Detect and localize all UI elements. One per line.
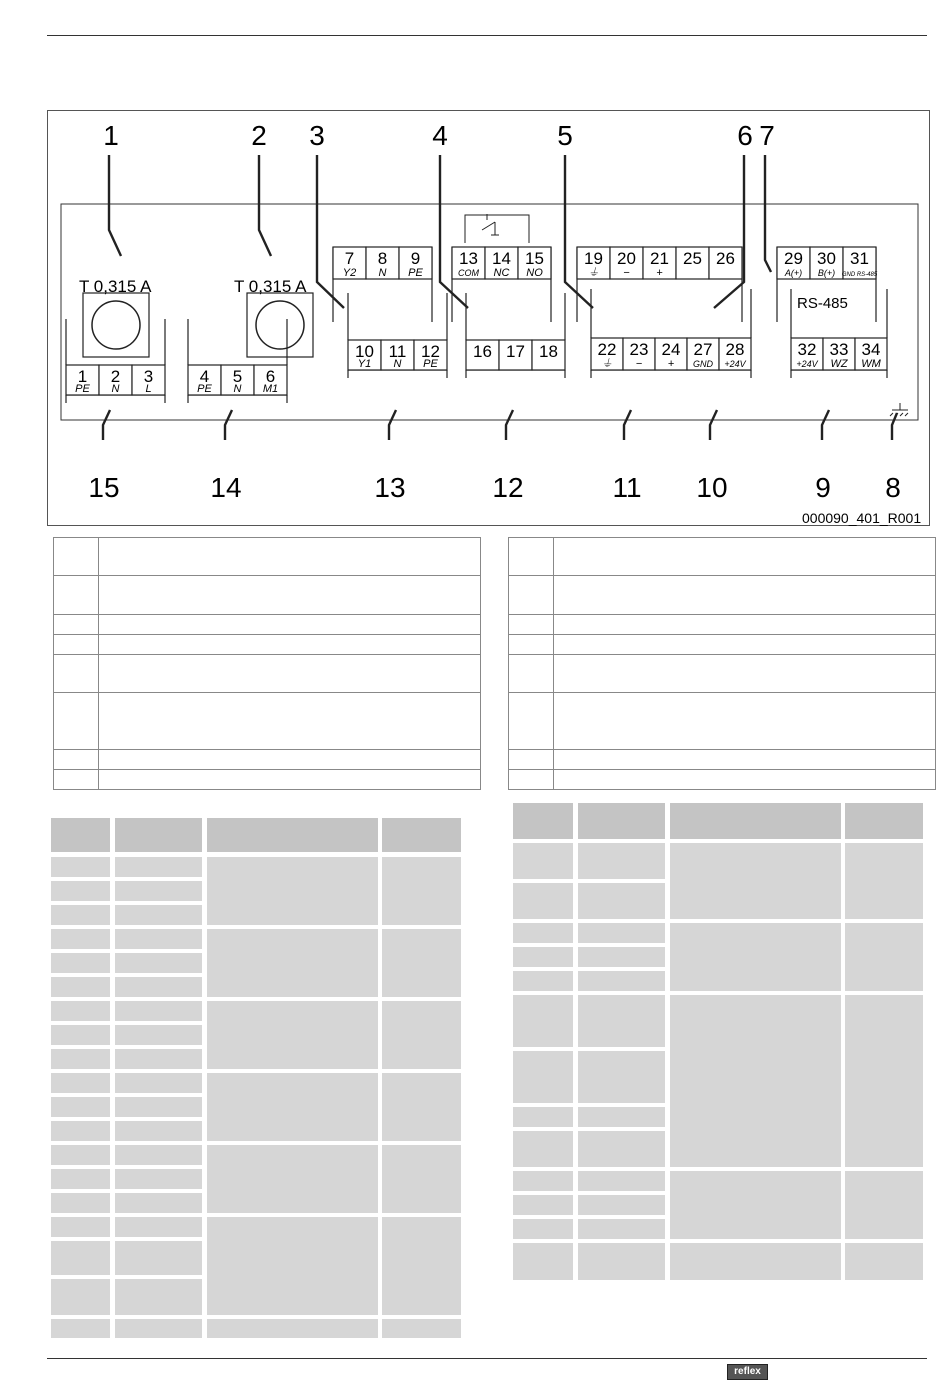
table-cell xyxy=(578,947,665,967)
table-cell xyxy=(51,1193,110,1213)
table-cell xyxy=(51,953,110,973)
terminal-subscript: A(+) xyxy=(784,268,803,278)
terminal-number: 20 xyxy=(617,249,636,268)
terminal-subscript: +24V xyxy=(796,359,818,369)
terminal-number: 29 xyxy=(784,249,803,268)
legend-table-left xyxy=(53,537,481,790)
terminal-block-22-23-24-27-28 xyxy=(591,289,751,378)
table-cell xyxy=(115,1169,202,1189)
header-cell xyxy=(845,803,923,839)
callout-4: 4 xyxy=(432,120,448,151)
table-cell xyxy=(382,1217,461,1315)
terminal-subscript: WM xyxy=(861,358,881,370)
table-cell xyxy=(578,995,665,1047)
terminal-table-right xyxy=(513,803,923,1281)
leader-lines xyxy=(103,155,897,440)
terminal-number: 11 xyxy=(388,342,407,361)
table-cell xyxy=(578,883,665,919)
table-cell xyxy=(513,1131,573,1167)
table-cell xyxy=(382,857,461,925)
table-cell xyxy=(513,843,573,879)
header-cell xyxy=(513,803,573,839)
table-cell xyxy=(670,923,841,991)
table-cell xyxy=(513,1243,573,1280)
terminal-subscript: L xyxy=(145,383,152,395)
terminal-subscript: N xyxy=(111,383,120,395)
table-cell xyxy=(382,1001,461,1069)
terminal-subscript: − xyxy=(623,267,630,279)
fuse-2 xyxy=(234,277,313,357)
legend-row xyxy=(509,635,935,655)
reflex-logo: reflex xyxy=(727,1364,768,1380)
table-cell xyxy=(513,1171,573,1191)
callout-8: 8 xyxy=(885,472,901,503)
terminal-number: 13 xyxy=(459,249,478,268)
table-cell xyxy=(207,1001,378,1069)
legend-row xyxy=(54,770,480,790)
table-cell xyxy=(115,905,202,925)
table-cell xyxy=(115,1279,202,1315)
table-cell xyxy=(845,1243,923,1280)
terminal-number: 9 xyxy=(410,249,421,268)
table-cell xyxy=(670,995,841,1167)
terminal-number: 12 xyxy=(421,342,440,361)
table-cell xyxy=(513,971,573,991)
terminal-number: 5 xyxy=(232,367,243,386)
rs485-label: RS-485 xyxy=(797,295,848,312)
table-cell xyxy=(51,1049,110,1069)
callout-9: 9 xyxy=(815,472,831,503)
legend-row xyxy=(54,615,480,635)
terminal-number: 8 xyxy=(377,249,388,268)
terminal-subscript: NO xyxy=(526,267,543,279)
table-cell xyxy=(845,1171,923,1239)
terminal-number: 27 xyxy=(693,340,713,359)
table-cell xyxy=(51,1097,110,1117)
terminal-block-1-2-3 xyxy=(66,319,165,403)
table-cell xyxy=(115,881,202,901)
callout-6: 6 xyxy=(737,120,753,151)
table-cell xyxy=(115,1049,202,1069)
table-cell xyxy=(578,1051,665,1103)
terminal-subscript: M1 xyxy=(262,383,279,395)
legend-row xyxy=(509,770,935,790)
table-cell xyxy=(115,1025,202,1045)
table-cell xyxy=(51,977,110,997)
table-cell xyxy=(845,843,923,919)
relay-contact-symbol xyxy=(465,214,529,243)
terminal-number: 31 xyxy=(850,249,869,268)
terminal-number: 15 xyxy=(525,249,544,268)
table-cell xyxy=(51,1073,110,1093)
table-cell xyxy=(115,1073,202,1093)
table-cell xyxy=(513,1051,573,1103)
legend-row xyxy=(509,615,935,635)
callout-15: 15 xyxy=(88,472,120,503)
callout-5: 5 xyxy=(557,120,573,151)
table-cell xyxy=(51,1025,110,1045)
terminal-number: 1 xyxy=(77,367,88,386)
legend-row xyxy=(54,693,480,750)
legend-row xyxy=(54,576,480,615)
table-cell xyxy=(51,857,110,877)
table-cell xyxy=(513,995,573,1047)
table-cell xyxy=(578,1243,665,1280)
table-cell xyxy=(578,843,665,879)
terminal-number: 6 xyxy=(265,367,276,386)
table-cell xyxy=(207,1319,378,1338)
terminal-number: 23 xyxy=(629,340,649,359)
terminal-subscript: ⏚ xyxy=(588,267,599,279)
callout-3: 3 xyxy=(309,120,325,151)
terminal-block-19-20-21-25-26 xyxy=(577,247,742,322)
header-cell xyxy=(578,803,665,839)
terminal-number: 24 xyxy=(661,340,681,359)
table-cell xyxy=(382,1145,461,1213)
table-cell xyxy=(51,1121,110,1141)
figure-code: 000090_401_R001 xyxy=(802,510,922,526)
terminal-number: 25 xyxy=(683,249,702,268)
table-cell xyxy=(207,1145,378,1213)
terminal-subscript: N xyxy=(233,383,242,395)
table-cell xyxy=(670,1243,841,1280)
table-cell xyxy=(51,1279,110,1315)
legend-row xyxy=(54,538,480,576)
table-cell xyxy=(115,929,202,949)
header-cell xyxy=(115,818,202,852)
terminal-subscript: COM xyxy=(458,268,479,278)
terminal-diagram xyxy=(47,110,930,526)
table-cell xyxy=(513,947,573,967)
callout-2: 2 xyxy=(251,120,267,151)
terminal-subscript: PE xyxy=(197,383,212,395)
terminal-table-left xyxy=(51,818,461,1338)
callout-13: 13 xyxy=(374,472,406,503)
legend-row xyxy=(509,655,935,693)
table-cell xyxy=(578,1107,665,1127)
terminal-number: 17 xyxy=(506,342,525,361)
terminal-block-16-17-18 xyxy=(466,293,565,378)
legend-row xyxy=(54,635,480,655)
header-cell xyxy=(51,818,110,852)
terminal-number: 7 xyxy=(344,249,355,268)
terminal-number: 30 xyxy=(817,249,836,268)
table-cell xyxy=(578,1219,665,1239)
terminal-subscript: ⏚ xyxy=(601,358,613,370)
table-cell xyxy=(115,1241,202,1275)
terminal-block-13-14-15 xyxy=(452,247,551,322)
table-cell xyxy=(670,843,841,919)
terminal-number: 10 xyxy=(355,342,374,361)
terminal-number: 28 xyxy=(725,340,745,359)
table-cell xyxy=(513,883,573,919)
table-cell xyxy=(382,929,461,997)
table-cell xyxy=(115,977,202,997)
table-cell xyxy=(207,1217,378,1315)
terminal-subscript: N xyxy=(378,267,387,279)
table-cell xyxy=(513,1195,573,1215)
terminal-subscript: PE xyxy=(423,358,438,370)
terminal-number: 18 xyxy=(539,342,558,361)
table-cell xyxy=(670,1171,841,1239)
callout-14: 14 xyxy=(210,472,242,503)
table-cell xyxy=(51,1145,110,1165)
callout-10: 10 xyxy=(696,472,728,503)
table-cell xyxy=(115,1217,202,1237)
table-cell xyxy=(115,1193,202,1213)
bottom-rule xyxy=(47,1358,927,1359)
terminal-subscript: +24V xyxy=(724,359,746,369)
table-cell xyxy=(51,1217,110,1237)
terminal-subscript: N xyxy=(393,358,402,370)
ground-icon xyxy=(890,403,908,416)
table-cell xyxy=(51,1241,110,1275)
table-cell xyxy=(115,1121,202,1141)
table-cell xyxy=(513,923,573,943)
top-rule xyxy=(47,35,927,36)
terminal-number: 3 xyxy=(143,367,154,386)
terminal-subscript: PE xyxy=(408,267,423,279)
legend-row xyxy=(54,655,480,693)
table-cell xyxy=(382,1073,461,1141)
table-cell xyxy=(51,929,110,949)
table-cell xyxy=(115,857,202,877)
table-cell xyxy=(51,1319,110,1338)
legend-row xyxy=(509,750,935,770)
callout-11: 11 xyxy=(612,472,642,503)
table-cell xyxy=(578,1171,665,1191)
table-cell xyxy=(382,1319,461,1338)
terminal-number: 21 xyxy=(650,249,669,268)
terminal-number: 22 xyxy=(597,340,617,359)
legend-table-right xyxy=(508,537,936,790)
table-cell xyxy=(115,1145,202,1165)
terminal-number: 32 xyxy=(797,340,817,359)
table-cell xyxy=(578,923,665,943)
terminal-block-4-5-6 xyxy=(188,319,287,403)
table-cell xyxy=(578,971,665,991)
terminal-number: 33 xyxy=(829,340,849,359)
terminal-number: 16 xyxy=(473,342,492,361)
terminal-subscript: Y1 xyxy=(357,358,372,370)
terminal-subscript: PE xyxy=(75,383,90,395)
table-cell xyxy=(51,1001,110,1021)
table-cell xyxy=(115,953,202,973)
fuse-1-label: T 0,315 A xyxy=(79,277,152,296)
callout-12: 12 xyxy=(492,472,524,503)
terminal-subscript: NC xyxy=(493,267,510,279)
legend-row xyxy=(509,538,935,576)
table-cell xyxy=(51,905,110,925)
terminal-number: 2 xyxy=(110,367,121,386)
terminal-subscript: B(+) xyxy=(817,268,836,278)
header-cell xyxy=(670,803,841,839)
terminal-number: 26 xyxy=(716,249,735,268)
table-cell xyxy=(207,857,378,925)
terminal-blocks xyxy=(66,247,887,403)
legend-row xyxy=(509,693,935,750)
terminal-subscript: WZ xyxy=(830,358,848,370)
callout-1: 1 xyxy=(103,120,119,151)
table-cell xyxy=(115,1319,202,1338)
table-cell xyxy=(845,995,923,1167)
table-cell xyxy=(51,881,110,901)
terminal-subscript: Y2 xyxy=(342,267,357,279)
terminal-number: 19 xyxy=(584,249,603,268)
table-cell xyxy=(513,1107,573,1127)
table-cell xyxy=(207,1073,378,1141)
table-cell xyxy=(51,1169,110,1189)
legend-row xyxy=(509,576,935,615)
table-cell xyxy=(207,929,378,997)
terminal-subscript: GND RS-485 xyxy=(841,272,878,278)
table-cell xyxy=(578,1131,665,1167)
table-cell xyxy=(845,923,923,991)
table-cell xyxy=(115,1097,202,1117)
terminal-number: 4 xyxy=(199,367,210,386)
terminal-number: 14 xyxy=(492,249,511,268)
terminal-subscript: + xyxy=(667,358,675,370)
terminal-subscript: + xyxy=(656,267,663,279)
terminal-number: 34 xyxy=(861,340,881,359)
header-cell xyxy=(382,818,461,852)
legend-row xyxy=(54,750,480,770)
fuse-1 xyxy=(79,277,152,357)
terminal-subscript: GND xyxy=(693,359,713,369)
terminal-subscript: − xyxy=(635,358,643,370)
fuse-2-label: T 0,315 A xyxy=(234,277,307,296)
header-cell xyxy=(207,818,378,852)
callout-7: 7 xyxy=(759,120,775,151)
table-cell xyxy=(115,1001,202,1021)
callout-numbers xyxy=(88,120,900,503)
table-cell xyxy=(578,1195,665,1215)
table-cell xyxy=(513,1219,573,1239)
